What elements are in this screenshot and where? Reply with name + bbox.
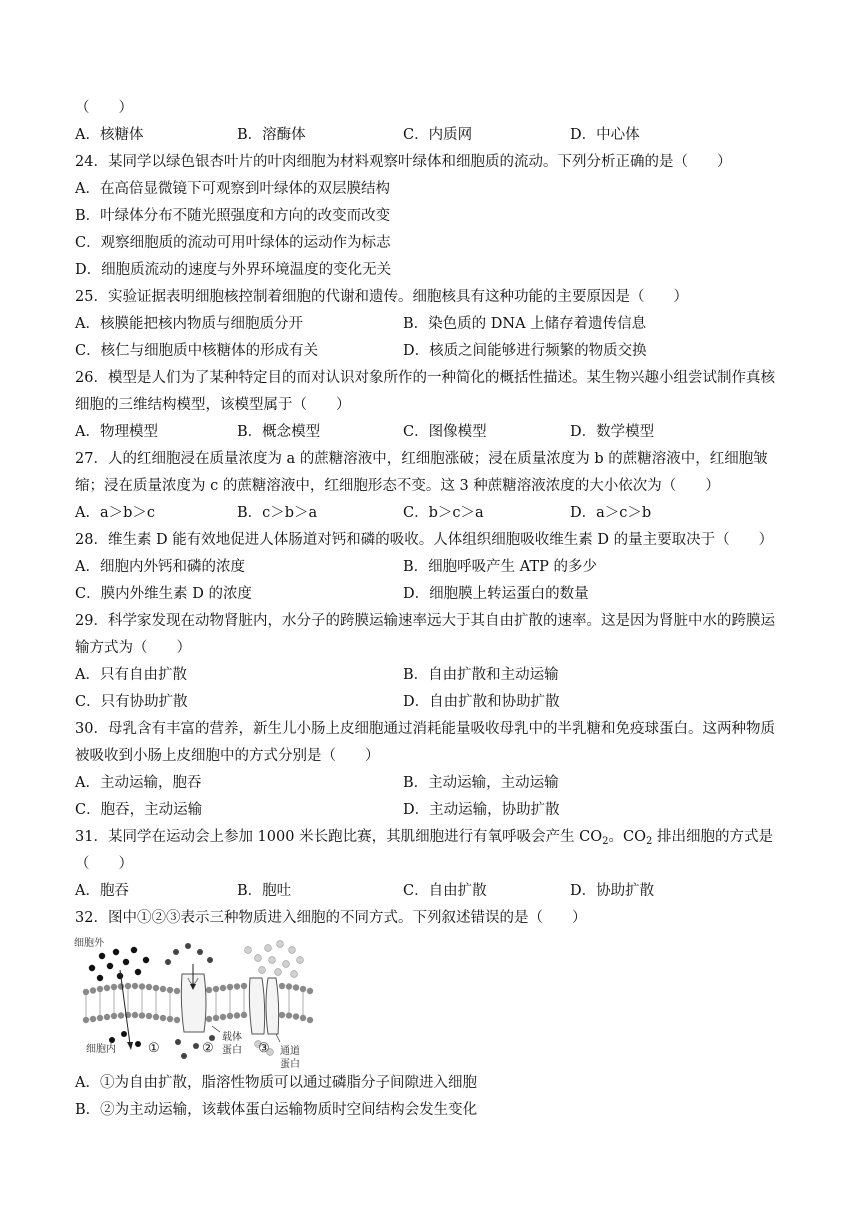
q28-option-d: D．细胞膜上转运蛋白的数量	[403, 586, 589, 602]
q29-option-d: D．自由扩散和协助扩散	[403, 694, 560, 710]
q29-stem-line2: 输方式为（ ）	[75, 640, 191, 656]
q26-option-d: D．数学模型	[570, 424, 655, 440]
q31-option-d: D．协助扩散	[570, 883, 655, 899]
q31-stem-line1	[75, 827, 773, 852]
q31-subscript-2: 2	[646, 836, 653, 847]
q28-option-c: C．膜内外维生素 D 的浓度	[75, 586, 252, 602]
q31-option-a: A．胞吞	[75, 883, 129, 899]
q27-option-c: C．b＞c＞a	[403, 505, 484, 521]
q26-option-b: B．概念模型	[237, 424, 321, 440]
q28-option-a: A．细胞内外钙和磷的浓度	[75, 559, 245, 575]
q25-option-c: C．核仁与细胞质中核糖体的形成有关	[75, 343, 319, 359]
carrier-label-line1: 载体	[222, 1032, 242, 1043]
channel-label-line2: 蛋白	[280, 1059, 300, 1070]
q23-paren: （ ）	[75, 100, 133, 116]
mark-3: ③	[258, 1041, 270, 1056]
q30-option-c: C．胞吞，主动运输	[75, 802, 203, 818]
q29-stem-line1: 29．科学家发现在动物肾脏内，水分子的跨膜运输速率远大于其自由扩散的速率。这是因为肾脏中水的跨膜运	[75, 613, 775, 629]
carrier-leader-line	[212, 1026, 220, 1032]
membrane-transport-figure	[72, 934, 320, 1070]
q31-paren: （ ）	[75, 856, 133, 872]
q24-option-a: A．在高倍显微镜下可观察到叶绿体的双层膜结构	[75, 181, 390, 197]
outside-label: 细胞外	[74, 938, 104, 949]
q25-option-b: B．染色质的 DNA 上储存着遗传信息	[403, 316, 647, 332]
q29-option-b: B．自由扩散和主动运输	[403, 667, 559, 683]
q27-stem-line1: 27．人的红细胞浸在质量浓度为 a 的蔗糖溶液中，红细胞涨破；浸在质量浓度为 b 的蔗糖溶液中，红细胞皱	[75, 451, 768, 467]
carrier-label-line2: 蛋白	[222, 1045, 242, 1056]
inside-label: 细胞内	[86, 1044, 116, 1055]
q30-option-d: D．主动运输，协助扩散	[403, 802, 560, 818]
q30-option-a: A．主动运输，胞吞	[75, 775, 202, 791]
q24-option-b: B．叶绿体分布不随光照强度和方向的改变而改变	[75, 208, 391, 224]
channel-protein	[249, 978, 278, 1034]
q24-option-c: C．观察细胞质的流动可用叶绿体的运动作为标志	[75, 235, 391, 251]
mark-2: ②	[202, 1041, 214, 1056]
q31-option-c: C．自由扩散	[403, 883, 487, 899]
q27-option-d: D．a＞c＞b	[570, 505, 652, 521]
q28-option-b: B．细胞呼吸产生 ATP 的多少	[403, 559, 597, 575]
q23-option-a: A．核糖体	[75, 127, 144, 143]
q25-option-d: D．核质之间能够进行频繁的物质交换	[403, 343, 647, 359]
q26-stem-line2: 细胞的三维结构模型，该模型属于（ ）	[75, 397, 351, 413]
q32-stem: 32．图中①②③表示三种物质进入细胞的不同方式。下列叙述错误的是（ ）	[75, 910, 587, 926]
q31-stem-part-b: 。CO	[608, 829, 647, 845]
q27-option-a: A．a＞b＞c	[75, 505, 156, 521]
q30-stem-line1: 30．母乳含有丰富的营养，新生儿小肠上皮细胞通过消耗能量吸收母乳中的半乳糖和免疫球蛋白。这两种物质	[75, 721, 775, 737]
q32-option-b: B．②为主动运输，该载体蛋白运输物质时空间结构会发生变化	[75, 1102, 478, 1118]
q29-option-c: C．只有协助扩散	[75, 694, 188, 710]
q23-option-c: C．内质网	[403, 127, 473, 143]
q31-subscript-1: 2	[602, 836, 609, 847]
q29-option-a: A．只有自由扩散	[75, 667, 187, 683]
q30-option-b: B．主动运输，主动运输	[403, 775, 559, 791]
q27-stem-line2: 缩；浸在质量浓度为 c 的蔗糖溶液中，红细胞形态不变。这 3 种蔗糖溶液浓度的大小依次为（ ）	[75, 478, 720, 494]
q31-stem-part-a: 31．某同学在运动会上参加 1000 米长跑比赛，其肌细胞进行有氧呼吸会产生 CO	[75, 829, 603, 845]
q26-stem-line1: 26．模型是人们为了某种特定目的而对认识对象所作的一种简化的概括性描述。某生物兴趣小组尝试制作真核	[75, 370, 775, 386]
channel-leader-line	[276, 1034, 280, 1042]
q26-option-c: C．图像模型	[403, 424, 487, 440]
q23-option-b: B．溶酶体	[237, 127, 306, 143]
q30-stem-line2: 被吸收到小肠上皮细胞中的方式分别是（ ）	[75, 748, 380, 764]
q25-option-a: A．核膜能把核内物质与细胞质分开	[75, 316, 303, 332]
q24-stem: 24．某同学以绿色银杏叶片的叶肉细胞为材料观察叶绿体和细胞质的流动。下列分析正确的是（ ）	[75, 154, 732, 170]
q27-option-b: B．c＞b＞a	[237, 505, 318, 521]
q31-stem-part-c: 排出细胞的方式是	[652, 829, 774, 845]
q28-stem: 28．维生素 D 能有效地促进人体肠道对钙和磷的吸收。人体组织细胞吸收维生素 D 的量主要取决于（ ）	[75, 532, 774, 548]
mark-1: ①	[148, 1041, 160, 1056]
q23-option-d: D．中心体	[570, 127, 640, 143]
q26-option-a: A．物理模型	[75, 424, 158, 440]
q32-option-a: A．①为自由扩散，脂溶性物质可以通过磷脂分子间隙进入细胞	[75, 1075, 477, 1091]
q31-option-b: B．胞吐	[237, 883, 292, 899]
carrier-protein	[181, 964, 206, 1032]
q25-stem: 25．实验证据表明细胞核控制着细胞的代谢和遗传。细胞核具有这种功能的主要原因是（ ）	[75, 289, 688, 305]
solute-dots-1-outside	[89, 947, 149, 981]
q24-option-d: D．细胞质流动的速度与外界环境温度的变化无关	[75, 262, 392, 278]
channel-label-line1: 通道	[280, 1046, 300, 1057]
diffusion-arrow	[120, 970, 133, 1050]
